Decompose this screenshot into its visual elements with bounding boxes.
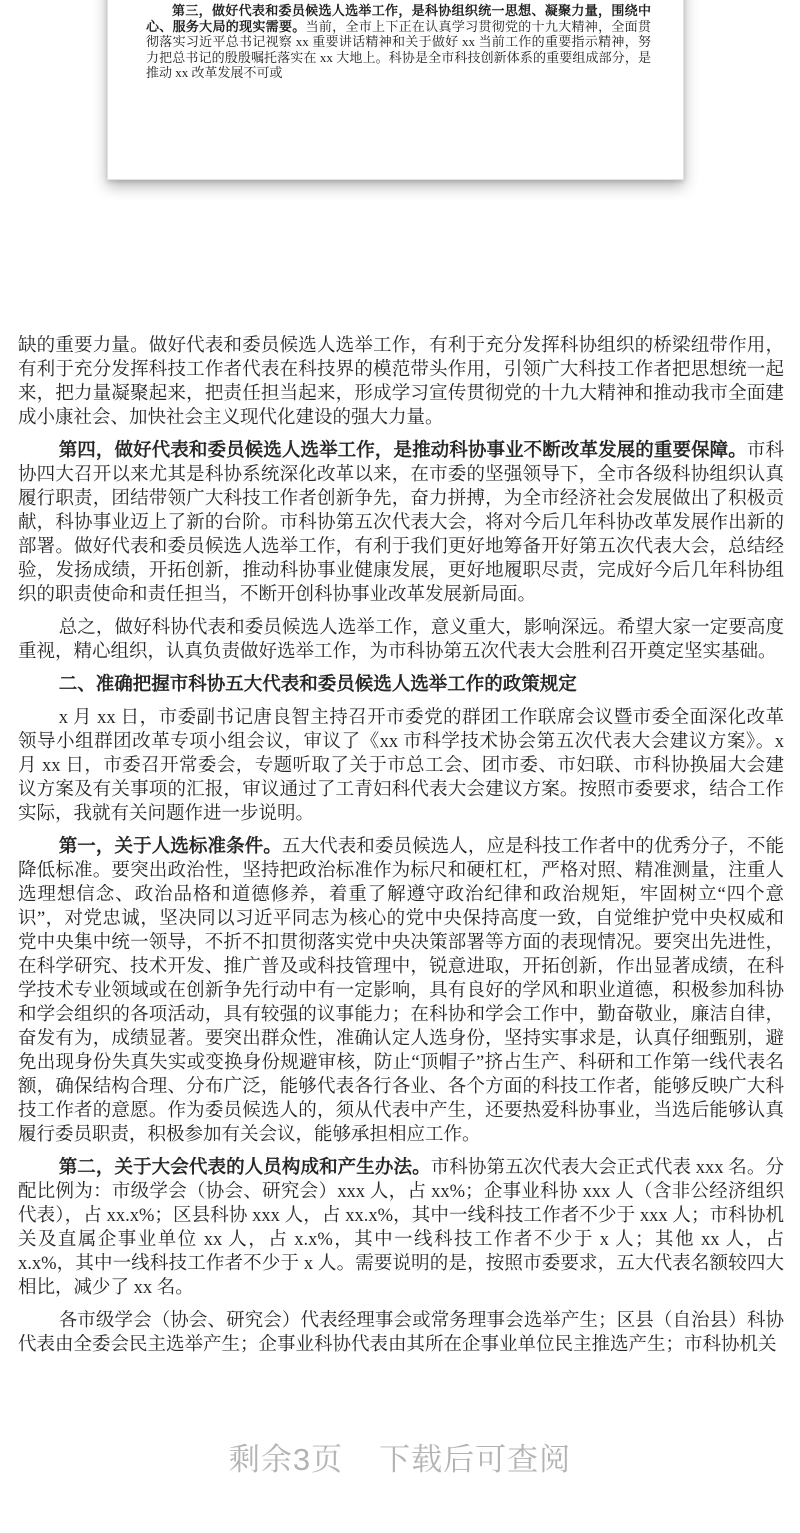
card-paragraph [146, 3, 651, 81]
section-heading-two [18, 673, 784, 697]
paragraph-text: 总之，做好科协代表和委员候选人选举工作，意义重大，影响深远。希望大家一定要高度重视，精心组织，认真负责做好选举工作，为市科协第五次代表大会胜利召开奠定坚实基础。 [18, 618, 784, 662]
remaining-pages-count: 剩余3页 [228, 1442, 344, 1477]
paragraph-point-two-composition [18, 1156, 784, 1300]
paragraph-text: 缺的重要力量。做好代表和委员候选人选举工作，有利于充分发挥科协组织的桥梁纽带作用，有利于充分发挥科技工作者代表在科技界的模范带头作用，引领广大科技工作者把思想统一起来，把力量凝聚起来，把责任担当起来，形成学习宣传贯彻党的十九大精神和推动我市全面建成小康社会、加快社会主义现代化建设的强大力量。 [18, 336, 784, 428]
paragraph-bold-lead: 第一，关于人选标准条件。 [58, 837, 282, 857]
paragraph-point-one-criteria [18, 835, 784, 1147]
paragraph-text: 市科协第五次代表大会正式代表 xxx 名。分配比例为：市级学会（协会、研究会）xxx 人，占 xx%；企事业科协 xxx 人（含非公经济组织代表），占 xx.x%；区县科协 xxx 人，占 xx.x%，其中一线科技工作者不少于 xxx 人；市科协机关及直属企事业单位 xx 人，占 x.x%，其中一线科技工作者不少于 x 人；其他 xx 人，占 x.x%，其中一线科技工作者不少于 x 人。需要说明的是，按照市委要求，五大代表名额较四大相比，减少了 xx 名。 [18, 1158, 784, 1298]
paragraph-text: 各市级学会（协会、研究会）代表经理事会或常务理事会选举产生；区县（自治县）科协代表由全委会民主选举产生；企事业科协代表由其所在企事业单位民主推选产生；市科协机关 [18, 1311, 784, 1355]
document-text-body [18, 334, 784, 1366]
card-paragraph-text: 当前，全市上下正在认真学习贯彻党的十九大精神，全面贯彻落实习近平总书记视察 xx 重要讲话精神和关于做好 xx 当前工作的重要指示精神，努力把总书记的殷殷嘱托落实在 xx 大地上。科协是全市科技创新体系的重要组成部分，是推动 xx 改革发展不可或 [146, 18, 651, 80]
paragraph-meeting [18, 706, 784, 826]
card-paragraph-bold-lead: 第三，做好代表和委员候选人选举工作，是科协组织统一思想、凝聚力量，围绕中心、服务大局的现实需要。 [146, 3, 651, 34]
section-heading-text: 二、准确把握市科协五大代表和委员候选人选举工作的政策规定 [58, 675, 577, 695]
paragraph-text: 市科协四大召开以来尤其是科协系统深化改革以来，在市委的坚强领导下，全市各级科协组织认真履行职责，团结带领广大科技工作者创新争先，奋力拼搏，为全市经济社会发展做出了积极贡献，科协事业迈上了新的台阶。市科协第五次代表大会，将对今后几年科协改革发展作出新的部署。做好代表和委员候选人选举工作，有利于我们更好地筹备开好第五次代表大会，总结经验，发扬成绩，开拓创新，推动科协事业健康发展，更好地履职尽责，完成好今后几年科协组织的职责使命和责任担当，不断开创科协事业改革发展新局面。 [18, 441, 784, 605]
paragraph-bold-lead: 第二，关于大会代表的人员构成和产生办法。 [58, 1158, 431, 1178]
paragraph-text: x 月 xx 日，市委副书记唐良智主持召开市委党的群团工作联席会议暨市委全面深化改革领导小组群团改革专项小组会议，审议了《xx 市科学技术协会第五次代表大会建议方案》。x 月 xx 日，市委召开常委会，专题听取了关于市总工会、团市委、市妇联、市科协换届大会建议方案及有关事项的汇报，审议通过了工青妇科代表大会建议方案。按照市委要求，结合工作实际，我就有关问题作进一步说明。 [18, 708, 784, 824]
paragraph-continuation [18, 334, 784, 430]
remaining-pages-hint [0, 1434, 800, 1479]
paragraph-bold-lead: 第四，做好代表和委员候选人选举工作，是推动科协事业不断改革发展的重要保障。 [58, 441, 747, 461]
download-to-view-hint: 下载后可查阅 [379, 1442, 572, 1477]
document-page-card [107, 0, 684, 180]
paragraph-election-methods [18, 1309, 784, 1357]
paragraph-summary [18, 616, 784, 664]
paragraph-point-four [18, 439, 784, 607]
paragraph-text: 五大代表和委员候选人，应是科技工作者中的优秀分子，不能降低标准。要突出政治性，坚持把政治标准作为标尺和硬杠杠，严格对照、精准测量，注重人选理想信念、政治品格和道德修养，着重了解遵守政治纪律和政治规矩，牢固树立“四个意识”，对党忠诚，坚决同以习近平同志为核心的党中央保持高度一致，自觉维护党中央权威和党中央集中统一领导，不折不扣贯彻落实党中央决策部署等方面的表现情况。要突出先进性，在科学研究、技术开发、推广普及或科技管理中，锐意进取，开拓创新，作出显著成绩，在科学技术专业领域或在创新争先行动中有一定影响，具有良好的学风和职业道德，积极参加科协和学会组织的各项活动，具有较强的议事能力；在科协和学会工作中，勤奋敬业，廉洁自律，奋发有为，成绩显著。要突出群众性，准确认定人选身份，坚持实事求是，认真仔细甄别，避免出现身份失真失实或变换身份规避审核，防止“顶帽子”挤占生产、科研和工作第一线代表名额，确保结构合理、分布广泛，能够代表各行各业、各个方面的科技工作者，能够反映广大科技工作者的意愿。作为委员候选人的，须从代表中产生，还要热爱科协事业，当选后能够认真履行委员职责，积极参加有关会议，能够承担相应工作。 [18, 837, 784, 1145]
